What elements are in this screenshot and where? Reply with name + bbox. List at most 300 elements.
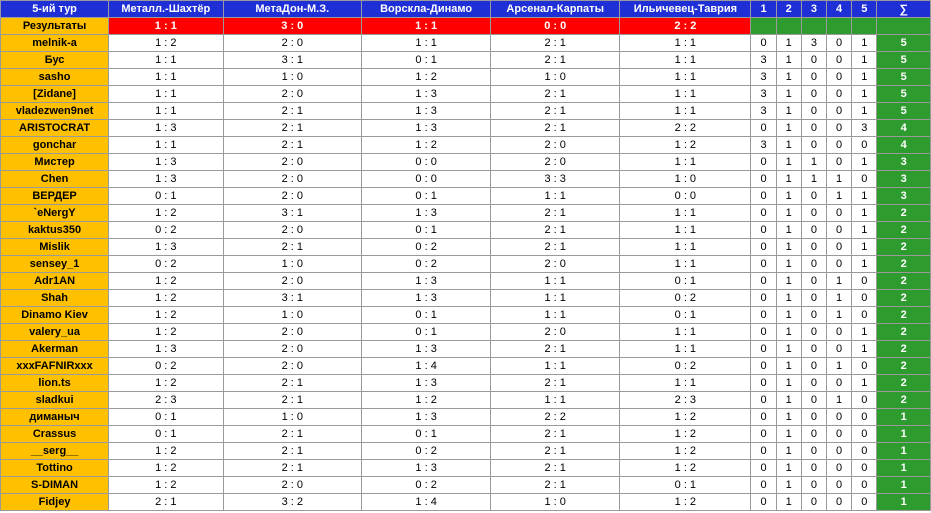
prediction-cell: 2 : 1: [491, 52, 620, 69]
prediction-cell: 1 : 2: [362, 392, 491, 409]
points-cell: 0: [827, 341, 852, 358]
points-cell: 0: [827, 154, 852, 171]
player-row: [1, 120, 931, 137]
player-row: [1, 35, 931, 52]
prediction-cell: 1 : 0: [491, 494, 620, 511]
points-cell: 1: [776, 392, 801, 409]
player-row: [1, 273, 931, 290]
total-points: 2: [877, 324, 931, 341]
points-cell: 1: [801, 154, 826, 171]
result-score: 0 : 0: [491, 18, 620, 35]
player-name: __serg__: [1, 443, 109, 460]
prediction-cell: 2 : 1: [491, 103, 620, 120]
points-cell: 1: [776, 69, 801, 86]
prediction-cell: 0 : 2: [620, 290, 751, 307]
points-cell: 0: [827, 52, 852, 69]
player-row: [1, 256, 931, 273]
prediction-cell: 3 : 1: [223, 52, 362, 69]
points-cell: 1: [852, 69, 877, 86]
prediction-cell: 0 : 1: [362, 426, 491, 443]
points-cell: 1: [776, 239, 801, 256]
points-cell: 0: [751, 205, 776, 222]
points-cell: 1: [776, 460, 801, 477]
total-points: 2: [877, 273, 931, 290]
result-score: 1 : 1: [109, 18, 223, 35]
points-cell: 0: [801, 460, 826, 477]
points-col-header: 4: [827, 1, 852, 18]
prediction-cell: 0 : 0: [362, 154, 491, 171]
points-cell: 1: [776, 103, 801, 120]
player-name: S-DIMAN: [1, 477, 109, 494]
points-cell: 0: [827, 477, 852, 494]
prediction-cell: 0 : 1: [362, 324, 491, 341]
points-cell: 0: [751, 290, 776, 307]
player-name: Shah: [1, 290, 109, 307]
points-cell: 0: [801, 120, 826, 137]
prediction-cell: 2 : 1: [491, 239, 620, 256]
points-cell: 0: [827, 86, 852, 103]
points-cell: 0: [827, 409, 852, 426]
prediction-cell: 2 : 0: [223, 222, 362, 239]
points-cell: 1: [776, 375, 801, 392]
points-cell: 0: [751, 426, 776, 443]
prediction-cell: 1 : 1: [620, 324, 751, 341]
prediction-cell: 1 : 1: [109, 137, 223, 154]
prediction-cell: 1 : 1: [620, 52, 751, 69]
prediction-cell: 2 : 1: [109, 494, 223, 511]
points-cell: 3: [751, 103, 776, 120]
total-points: 5: [877, 35, 931, 52]
round-title: 5-ий тур: [1, 1, 109, 18]
total-points: 5: [877, 69, 931, 86]
player-row: [1, 324, 931, 341]
points-cell: 0: [801, 477, 826, 494]
points-cell: 0: [852, 494, 877, 511]
total-points: 2: [877, 358, 931, 375]
points-cell: 1: [776, 154, 801, 171]
prediction-cell: 1 : 1: [620, 222, 751, 239]
results-filler: [776, 18, 801, 35]
prediction-cell: 2 : 1: [223, 426, 362, 443]
points-cell: 0: [751, 188, 776, 205]
results-label: Результаты: [1, 18, 109, 35]
prediction-cell: 2 : 1: [223, 239, 362, 256]
prediction-cell: 2 : 1: [491, 460, 620, 477]
points-cell: 1: [776, 324, 801, 341]
total-points: 1: [877, 409, 931, 426]
prediction-cell: 0 : 2: [109, 358, 223, 375]
prediction-cell: 2 : 2: [620, 120, 751, 137]
points-cell: 0: [827, 494, 852, 511]
player-row: [1, 290, 931, 307]
prediction-cell: 1 : 3: [362, 341, 491, 358]
player-row: [1, 171, 931, 188]
player-name: Fidjey: [1, 494, 109, 511]
player-name: Akerman: [1, 341, 109, 358]
points-cell: 1: [827, 307, 852, 324]
prediction-cell: 2 : 1: [491, 35, 620, 52]
total-points: 5: [877, 103, 931, 120]
points-cell: 0: [801, 494, 826, 511]
prediction-cell: 1 : 1: [109, 52, 223, 69]
prediction-cell: 2 : 0: [223, 341, 362, 358]
prediction-cell: 1 : 0: [223, 409, 362, 426]
prediction-cell: 1 : 2: [620, 137, 751, 154]
prediction-cell: 1 : 2: [620, 494, 751, 511]
prediction-cell: 0 : 2: [109, 222, 223, 239]
points-cell: 0: [801, 222, 826, 239]
player-name: valery_ua: [1, 324, 109, 341]
points-cell: 0: [751, 273, 776, 290]
prediction-cell: 1 : 1: [491, 392, 620, 409]
prediction-cell: 1 : 1: [362, 35, 491, 52]
prediction-cell: 2 : 0: [223, 477, 362, 494]
total-points: 1: [877, 426, 931, 443]
points-cell: 1: [852, 341, 877, 358]
prediction-cell: 1 : 1: [491, 358, 620, 375]
points-cell: 0: [827, 222, 852, 239]
results-filler: [801, 18, 826, 35]
prediction-cell: 1 : 2: [620, 409, 751, 426]
points-cell: 0: [852, 392, 877, 409]
points-cell: 0: [801, 307, 826, 324]
prediction-cell: 0 : 0: [620, 188, 751, 205]
prediction-cell: 1 : 3: [109, 239, 223, 256]
points-cell: 0: [852, 358, 877, 375]
points-cell: 0: [751, 171, 776, 188]
points-cell: 0: [801, 358, 826, 375]
total-points: 2: [877, 239, 931, 256]
points-cell: 1: [776, 477, 801, 494]
prediction-cell: 1 : 2: [109, 460, 223, 477]
total-points: 2: [877, 256, 931, 273]
prediction-cell: 2 : 3: [620, 392, 751, 409]
player-row: [1, 239, 931, 256]
prediction-cell: 2 : 1: [491, 375, 620, 392]
player-name: диманыч: [1, 409, 109, 426]
points-cell: 0: [801, 375, 826, 392]
prediction-cell: 2 : 0: [223, 324, 362, 341]
points-cell: 0: [801, 392, 826, 409]
player-row: [1, 307, 931, 324]
prediction-cell: 1 : 1: [109, 103, 223, 120]
points-cell: 0: [852, 290, 877, 307]
player-row: [1, 154, 931, 171]
points-cell: 0: [751, 239, 776, 256]
points-cell: 0: [751, 324, 776, 341]
total-points: 2: [877, 392, 931, 409]
prediction-cell: 1 : 1: [620, 239, 751, 256]
total-points: 2: [877, 290, 931, 307]
prediction-cell: 1 : 4: [362, 494, 491, 511]
match-header: Ворскла-Динамо: [362, 1, 491, 18]
points-cell: 0: [827, 69, 852, 86]
points-cell: 0: [751, 477, 776, 494]
player-name: Dinamo Kiev: [1, 307, 109, 324]
prediction-cell: 0 : 1: [362, 52, 491, 69]
match-header: МетаДон-М.З.: [223, 1, 362, 18]
points-cell: 0: [801, 86, 826, 103]
match-header: Металл.-Шахтёр: [109, 1, 223, 18]
player-row: [1, 341, 931, 358]
prediction-cell: 1 : 2: [620, 460, 751, 477]
total-points: 1: [877, 477, 931, 494]
prediction-cell: 1 : 1: [620, 35, 751, 52]
prediction-cell: 1 : 2: [362, 69, 491, 86]
prediction-cell: 1 : 1: [491, 307, 620, 324]
prediction-cell: 1 : 1: [109, 69, 223, 86]
player-name: vladezwen9net: [1, 103, 109, 120]
points-cell: 0: [801, 205, 826, 222]
prediction-cell: 1 : 0: [223, 256, 362, 273]
player-name: kaktus350: [1, 222, 109, 239]
points-cell: 0: [852, 409, 877, 426]
points-cell: 0: [751, 494, 776, 511]
prediction-cell: 1 : 1: [620, 341, 751, 358]
prediction-cell: 2 : 0: [223, 35, 362, 52]
prediction-cell: 2 : 1: [223, 443, 362, 460]
player-name: Мистер: [1, 154, 109, 171]
header-row: [1, 1, 931, 18]
points-cell: 0: [852, 477, 877, 494]
total-points: 2: [877, 222, 931, 239]
prediction-cell: 0 : 1: [109, 188, 223, 205]
player-row: [1, 375, 931, 392]
prediction-cell: 0 : 2: [362, 256, 491, 273]
prediction-cell: 1 : 3: [362, 290, 491, 307]
prediction-cell: 1 : 2: [620, 443, 751, 460]
player-row: [1, 137, 931, 154]
points-cell: 0: [751, 154, 776, 171]
match-header: Арсенал-Карпаты: [491, 1, 620, 18]
points-cell: 0: [751, 307, 776, 324]
result-score: 3 : 0: [223, 18, 362, 35]
points-cell: 3: [852, 120, 877, 137]
prediction-cell: 2 : 0: [491, 256, 620, 273]
points-col-header: 3: [801, 1, 826, 18]
points-cell: 0: [827, 460, 852, 477]
player-name: `eNergY: [1, 205, 109, 222]
points-col-header: 5: [852, 1, 877, 18]
points-cell: 0: [801, 443, 826, 460]
prediction-cell: 2 : 0: [491, 137, 620, 154]
prediction-cell: 1 : 4: [362, 358, 491, 375]
player-name: xxxFAFNIRxxx: [1, 358, 109, 375]
prediction-cell: 3 : 1: [223, 205, 362, 222]
prediction-cell: 1 : 1: [491, 290, 620, 307]
points-cell: 1: [776, 86, 801, 103]
points-cell: 0: [827, 256, 852, 273]
points-cell: 0: [852, 273, 877, 290]
player-row: [1, 52, 931, 69]
prediction-cell: 3 : 2: [223, 494, 362, 511]
points-cell: 0: [751, 358, 776, 375]
points-cell: 0: [801, 239, 826, 256]
prediction-cell: 1 : 3: [362, 120, 491, 137]
total-points: 4: [877, 137, 931, 154]
prediction-cell: 1 : 1: [491, 188, 620, 205]
points-cell: 0: [852, 426, 877, 443]
prediction-cell: 0 : 1: [362, 307, 491, 324]
points-cell: 0: [801, 324, 826, 341]
prediction-cell: 1 : 2: [109, 273, 223, 290]
points-cell: 1: [776, 426, 801, 443]
points-cell: 1: [852, 35, 877, 52]
player-row: [1, 69, 931, 86]
total-points: 4: [877, 120, 931, 137]
player-name: Chen: [1, 171, 109, 188]
prediction-cell: 2 : 0: [223, 171, 362, 188]
prediction-cell: 1 : 1: [109, 86, 223, 103]
total-points: 5: [877, 52, 931, 69]
player-name: Tottino: [1, 460, 109, 477]
prediction-cell: 2 : 0: [223, 86, 362, 103]
points-cell: 1: [827, 392, 852, 409]
prediction-cell: 1 : 1: [620, 103, 751, 120]
prediction-cell: 1 : 3: [109, 154, 223, 171]
player-row: [1, 443, 931, 460]
points-cell: 1: [776, 273, 801, 290]
player-name: sasho: [1, 69, 109, 86]
points-cell: 3: [801, 35, 826, 52]
points-cell: 0: [852, 137, 877, 154]
player-row: [1, 460, 931, 477]
player-name: ARISTOCRAT: [1, 120, 109, 137]
prediction-cell: 1 : 3: [362, 273, 491, 290]
prediction-cell: 2 : 1: [223, 137, 362, 154]
prediction-cell: 1 : 2: [109, 324, 223, 341]
points-cell: 3: [751, 86, 776, 103]
total-points: 2: [877, 205, 931, 222]
points-col-header: 1: [751, 1, 776, 18]
prediction-cell: 2 : 0: [223, 188, 362, 205]
results-filler: [877, 18, 931, 35]
player-row: [1, 426, 931, 443]
total-points: 3: [877, 188, 931, 205]
prediction-cell: 0 : 1: [362, 188, 491, 205]
points-cell: 0: [801, 137, 826, 154]
prediction-cell: 2 : 1: [491, 477, 620, 494]
prediction-cell: 0 : 1: [109, 426, 223, 443]
prediction-cell: 1 : 1: [620, 154, 751, 171]
points-cell: 1: [776, 341, 801, 358]
points-cell: 0: [751, 256, 776, 273]
prediction-cell: 1 : 3: [109, 120, 223, 137]
player-row: [1, 358, 931, 375]
points-cell: 0: [751, 341, 776, 358]
prediction-cell: 1 : 1: [491, 273, 620, 290]
points-cell: 1: [852, 256, 877, 273]
player-name: Mislik: [1, 239, 109, 256]
points-cell: 1: [776, 120, 801, 137]
prediction-cell: 0 : 2: [109, 256, 223, 273]
points-cell: 1: [776, 443, 801, 460]
points-cell: 0: [827, 35, 852, 52]
prediction-cell: 2 : 1: [491, 426, 620, 443]
points-col-header: 2: [776, 1, 801, 18]
prediction-cell: 0 : 1: [109, 409, 223, 426]
points-cell: 1: [827, 171, 852, 188]
prediction-cell: 2 : 1: [491, 86, 620, 103]
prediction-cell: 3 : 1: [223, 290, 362, 307]
prediction-cell: 2 : 2: [491, 409, 620, 426]
player-row: [1, 205, 931, 222]
prediction-cell: 1 : 1: [620, 375, 751, 392]
sum-header: ∑: [877, 1, 931, 18]
player-row: [1, 86, 931, 103]
player-name: lion.ts: [1, 375, 109, 392]
prediction-cell: 1 : 2: [109, 307, 223, 324]
points-cell: 0: [751, 120, 776, 137]
points-cell: 0: [827, 426, 852, 443]
player-name: gonchar: [1, 137, 109, 154]
player-row: [1, 494, 931, 511]
total-points: 5: [877, 86, 931, 103]
points-cell: 0: [827, 324, 852, 341]
player-row: [1, 103, 931, 120]
player-name: sensey_1: [1, 256, 109, 273]
prediction-cell: 1 : 3: [109, 171, 223, 188]
prediction-cell: 1 : 2: [109, 35, 223, 52]
total-points: 2: [877, 307, 931, 324]
points-cell: 0: [801, 341, 826, 358]
points-cell: 1: [852, 86, 877, 103]
prediction-cell: 1 : 2: [620, 426, 751, 443]
points-cell: 0: [751, 375, 776, 392]
points-cell: 3: [751, 52, 776, 69]
points-cell: 0: [751, 443, 776, 460]
player-name: Crassus: [1, 426, 109, 443]
prediction-cell: 1 : 1: [620, 69, 751, 86]
points-cell: 0: [801, 103, 826, 120]
points-cell: 0: [852, 443, 877, 460]
points-cell: 0: [801, 273, 826, 290]
prediction-cell: 0 : 2: [362, 239, 491, 256]
points-cell: 0: [751, 35, 776, 52]
points-cell: 1: [776, 52, 801, 69]
prediction-cell: 1 : 1: [620, 86, 751, 103]
points-cell: 0: [827, 137, 852, 154]
prediction-cell: 0 : 1: [620, 477, 751, 494]
player-name: Бус: [1, 52, 109, 69]
results-row: [1, 18, 931, 35]
points-cell: 1: [827, 358, 852, 375]
total-points: 2: [877, 341, 931, 358]
points-cell: 0: [827, 239, 852, 256]
prediction-cell: 1 : 0: [491, 69, 620, 86]
result-score: 1 : 1: [362, 18, 491, 35]
prediction-cell: 1 : 3: [362, 460, 491, 477]
points-cell: 1: [852, 222, 877, 239]
prediction-cell: 1 : 2: [109, 477, 223, 494]
points-cell: 0: [801, 426, 826, 443]
points-cell: 0: [827, 375, 852, 392]
prediction-cell: 2 : 0: [491, 154, 620, 171]
prediction-cell: 1 : 2: [362, 137, 491, 154]
points-cell: 0: [827, 205, 852, 222]
points-cell: 1: [827, 273, 852, 290]
points-cell: 0: [827, 443, 852, 460]
prediction-cell: 1 : 2: [109, 375, 223, 392]
points-cell: 1: [852, 154, 877, 171]
player-row: [1, 409, 931, 426]
points-cell: 0: [827, 120, 852, 137]
points-cell: 0: [852, 460, 877, 477]
points-cell: 1: [776, 188, 801, 205]
prediction-cell: 2 : 1: [223, 460, 362, 477]
prediction-cell: 0 : 1: [620, 273, 751, 290]
results-filler: [827, 18, 852, 35]
